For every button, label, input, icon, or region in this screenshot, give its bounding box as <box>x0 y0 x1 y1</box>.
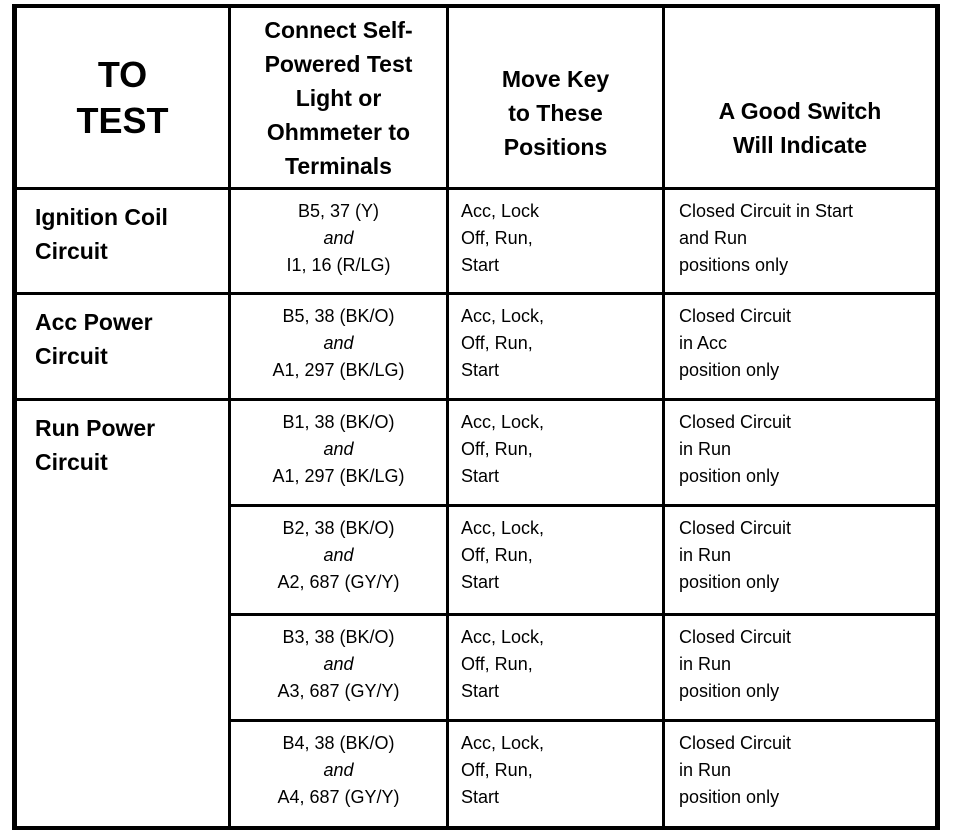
position-line: Off, Run, <box>461 228 533 248</box>
indicate-cell <box>665 401 935 504</box>
indicate-line: Closed Circuit <box>679 733 792 753</box>
indicate-line: in Acc <box>679 333 728 353</box>
header-line: Connect Self- <box>264 16 413 43</box>
header-line: to These <box>508 99 603 126</box>
and-label: and <box>323 228 354 248</box>
terminals-cell <box>231 722 446 826</box>
indicate-line: positions only <box>679 255 789 275</box>
terminal-b: A1, 297 (BK/LG) <box>272 466 405 486</box>
test-run-power <box>17 401 228 826</box>
positions-cell <box>449 616 662 719</box>
header-line: Ohmmeter to <box>266 118 411 145</box>
position-line: Off, Run, <box>461 333 533 353</box>
positions-cell <box>449 401 662 504</box>
and-label: and <box>323 654 354 674</box>
header-line: Positions <box>503 133 608 160</box>
test-label: Circuit <box>35 449 108 475</box>
position-line: Acc, Lock, <box>461 306 545 326</box>
test-ignition-coil <box>17 190 228 292</box>
indicate-line: Closed Circuit <box>679 412 792 432</box>
indicate-line: in Run <box>679 439 732 459</box>
position-line: Start <box>461 572 500 592</box>
header-line: TEST <box>76 99 169 141</box>
terminal-b: A3, 687 (GY/Y) <box>277 681 400 701</box>
terminal-b: A1, 297 (BK/LG) <box>272 360 405 380</box>
positions-cell <box>449 722 662 826</box>
terminals-cell <box>231 401 446 504</box>
header-line: Terminals <box>285 152 392 179</box>
indicate-line: position only <box>679 787 780 807</box>
position-line: Acc, Lock, <box>461 627 545 647</box>
position-line: Off, Run, <box>461 760 533 780</box>
indicate-cell <box>665 295 935 398</box>
test-label: Acc Power <box>35 309 153 335</box>
position-line: Start <box>461 360 500 380</box>
indicate-line: in Run <box>679 654 732 674</box>
terminal-a: B5, 38 (BK/O) <box>282 306 395 326</box>
position-line: Acc, Lock, <box>461 412 545 432</box>
and-label: and <box>323 545 354 565</box>
position-line: Start <box>461 681 500 701</box>
test-label: Run Power <box>35 415 156 441</box>
indicate-cell <box>665 507 935 613</box>
terminal-b: I1, 16 (R/LG) <box>286 255 391 275</box>
position-line: Start <box>461 787 500 807</box>
terminals-cell <box>231 190 446 292</box>
indicate-line: in Run <box>679 760 732 780</box>
header-line: Will Indicate <box>733 131 867 158</box>
terminal-a: B3, 38 (BK/O) <box>282 627 395 647</box>
terminal-b: A4, 687 (GY/Y) <box>277 787 400 807</box>
header-positions <box>449 38 662 187</box>
terminals-cell <box>231 616 446 719</box>
indicate-cell <box>665 722 935 826</box>
terminals-cell <box>231 507 446 613</box>
terminal-b: A2, 687 (GY/Y) <box>277 572 400 592</box>
indicate-line: in Run <box>679 545 732 565</box>
and-label: and <box>323 439 354 459</box>
positions-cell <box>449 295 662 398</box>
header-line: Powered Test <box>264 50 413 77</box>
terminal-a: B2, 38 (BK/O) <box>282 518 395 538</box>
header-indicate <box>665 68 935 187</box>
indicate-line: position only <box>679 681 780 701</box>
position-line: Acc, Lock, <box>461 518 545 538</box>
header-line: TO <box>97 53 148 95</box>
position-line: Off, Run, <box>461 654 533 674</box>
positions-cell <box>449 507 662 613</box>
and-label: and <box>323 760 354 780</box>
position-line: Start <box>461 255 500 275</box>
position-line: Acc, Lock, <box>461 733 545 753</box>
header-line: Move Key <box>501 65 610 92</box>
indicate-line: Closed Circuit <box>679 627 792 647</box>
test-label: Circuit <box>35 343 108 369</box>
indicate-cell <box>665 616 935 719</box>
indicate-line: Closed Circuit <box>679 518 792 538</box>
position-line: Off, Run, <box>461 439 533 459</box>
terminal-a: B1, 38 (BK/O) <box>282 412 395 432</box>
header-line: Light or <box>295 84 382 111</box>
header-line: A Good Switch <box>718 97 882 124</box>
positions-cell <box>449 190 662 292</box>
grid-line <box>12 826 940 830</box>
terminals-cell <box>231 295 446 398</box>
grid-line <box>935 4 940 830</box>
indicate-line: and Run <box>679 228 748 248</box>
test-label: Circuit <box>35 238 108 264</box>
header-terminals <box>231 8 446 187</box>
indicate-line: Closed Circuit <box>679 306 792 326</box>
header-to-test <box>17 8 228 187</box>
terminal-a: B5, 37 (Y) <box>297 201 380 221</box>
indicate-line: position only <box>679 572 780 592</box>
test-label: Ignition Coil <box>35 204 168 230</box>
position-line: Start <box>461 466 500 486</box>
terminal-a: B4, 38 (BK/O) <box>282 733 395 753</box>
indicate-line: Closed Circuit in Start <box>679 201 854 221</box>
position-line: Off, Run, <box>461 545 533 565</box>
test-acc-power <box>17 295 228 398</box>
indicate-line: position only <box>679 360 780 380</box>
and-label: and <box>323 333 354 353</box>
position-line: Acc, Lock <box>461 201 540 221</box>
indicate-line: position only <box>679 466 780 486</box>
indicate-cell <box>665 190 935 292</box>
